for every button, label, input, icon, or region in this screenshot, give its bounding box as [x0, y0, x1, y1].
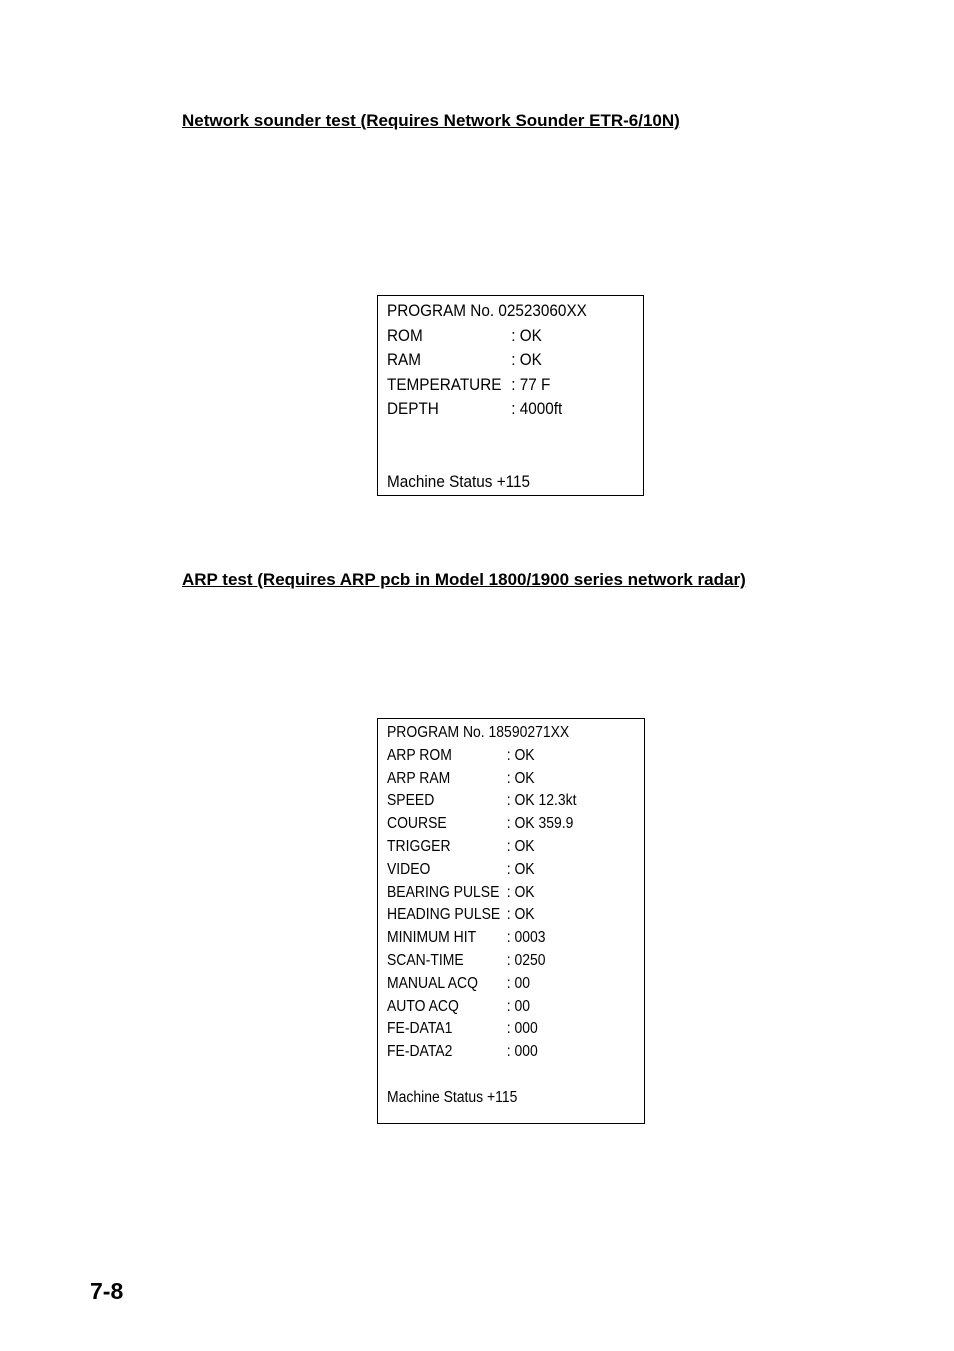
test-row-label: MINIMUM HIT [387, 929, 477, 947]
test-row-value: : OK [506, 837, 535, 855]
test-row-value: : OK [511, 325, 542, 345]
test-row [387, 324, 609, 349]
arp-test-display [377, 718, 645, 1124]
test-row-label: TRIGGER [387, 837, 451, 855]
test-row [387, 996, 610, 1019]
test-row-value: : 000 [506, 1020, 538, 1038]
page-number: 7-8 [90, 1278, 124, 1304]
test-row-value: : 00 [506, 974, 530, 992]
machine-status-line [387, 1087, 610, 1110]
test-row-value: : OK [511, 350, 542, 369]
test-row-label: FE-DATA2 [387, 1043, 453, 1061]
program-number: PROGRAM No. 02523060XX [387, 301, 587, 320]
test-row-value: : 77 F [511, 374, 551, 394]
machine-status: Machine Status +115 [387, 1088, 518, 1106]
test-row [387, 1041, 610, 1064]
test-row-value: : OK [506, 769, 535, 787]
test-row-label: TEMPERATURE [387, 374, 502, 394]
test-row [387, 927, 610, 950]
machine-status-line [387, 470, 609, 495]
test-row-label: FE-DATA1 [387, 1020, 453, 1038]
test-row [387, 348, 609, 373]
test-row [387, 790, 610, 813]
test-row-value: : OK [506, 746, 535, 764]
test-row-label: AUTO ACQ [387, 997, 459, 1015]
test-row-label: ROM [387, 325, 423, 345]
arp-test-heading: ARP test (Requires ARP pcb in Model 1800/1900 series network radar) [182, 570, 746, 589]
network-sounder-test-heading: Network sounder test (Requires Network Sounder ETR-6/10N) [182, 111, 680, 130]
test-row-value: : 0250 [506, 951, 546, 969]
test-row [387, 768, 610, 791]
machine-status: Machine Status +115 [387, 471, 531, 491]
test-row [387, 859, 610, 882]
test-row-value: : OK 12.3kt [506, 792, 577, 810]
test-row [387, 973, 610, 996]
test-row-label: RAM [387, 350, 422, 369]
test-row-value: : 00 [506, 997, 530, 1015]
test-row-value: : OK [506, 906, 535, 924]
test-row [387, 397, 609, 422]
test-row-label: COURSE [387, 815, 447, 833]
test-row-label: BEARING PULSE [387, 883, 500, 901]
test-row [387, 813, 610, 836]
test-row-label: SPEED [387, 792, 435, 810]
test-row-value: : 000 [506, 1043, 538, 1061]
test-row [387, 882, 610, 905]
test-row-value: : OK 359.9 [506, 815, 574, 833]
test-row-label: DEPTH [387, 399, 439, 418]
test-row-label: ARP RAM [387, 769, 451, 787]
test-row-value: : OK [506, 860, 535, 878]
test-row [387, 745, 610, 768]
test-row [387, 373, 609, 398]
test-row-label: VIDEO [387, 860, 431, 878]
program-number-line [387, 722, 610, 745]
test-row-label: ARP ROM [387, 746, 452, 764]
test-row-label: HEADING PULSE [387, 906, 501, 924]
test-row [387, 950, 610, 973]
program-number: PROGRAM No. 18590271XX [387, 724, 570, 741]
test-row-label: MANUAL ACQ [387, 974, 478, 992]
test-row [387, 836, 610, 859]
program-number-line [387, 299, 609, 324]
test-row [387, 904, 610, 927]
network-sounder-test-display [377, 295, 644, 496]
test-row-value: : 4000ft [511, 399, 563, 418]
test-row-label: SCAN-TIME [387, 951, 464, 969]
test-row-value: : OK [506, 883, 535, 901]
test-row-value: : 0003 [506, 929, 546, 947]
test-row [387, 1018, 610, 1041]
